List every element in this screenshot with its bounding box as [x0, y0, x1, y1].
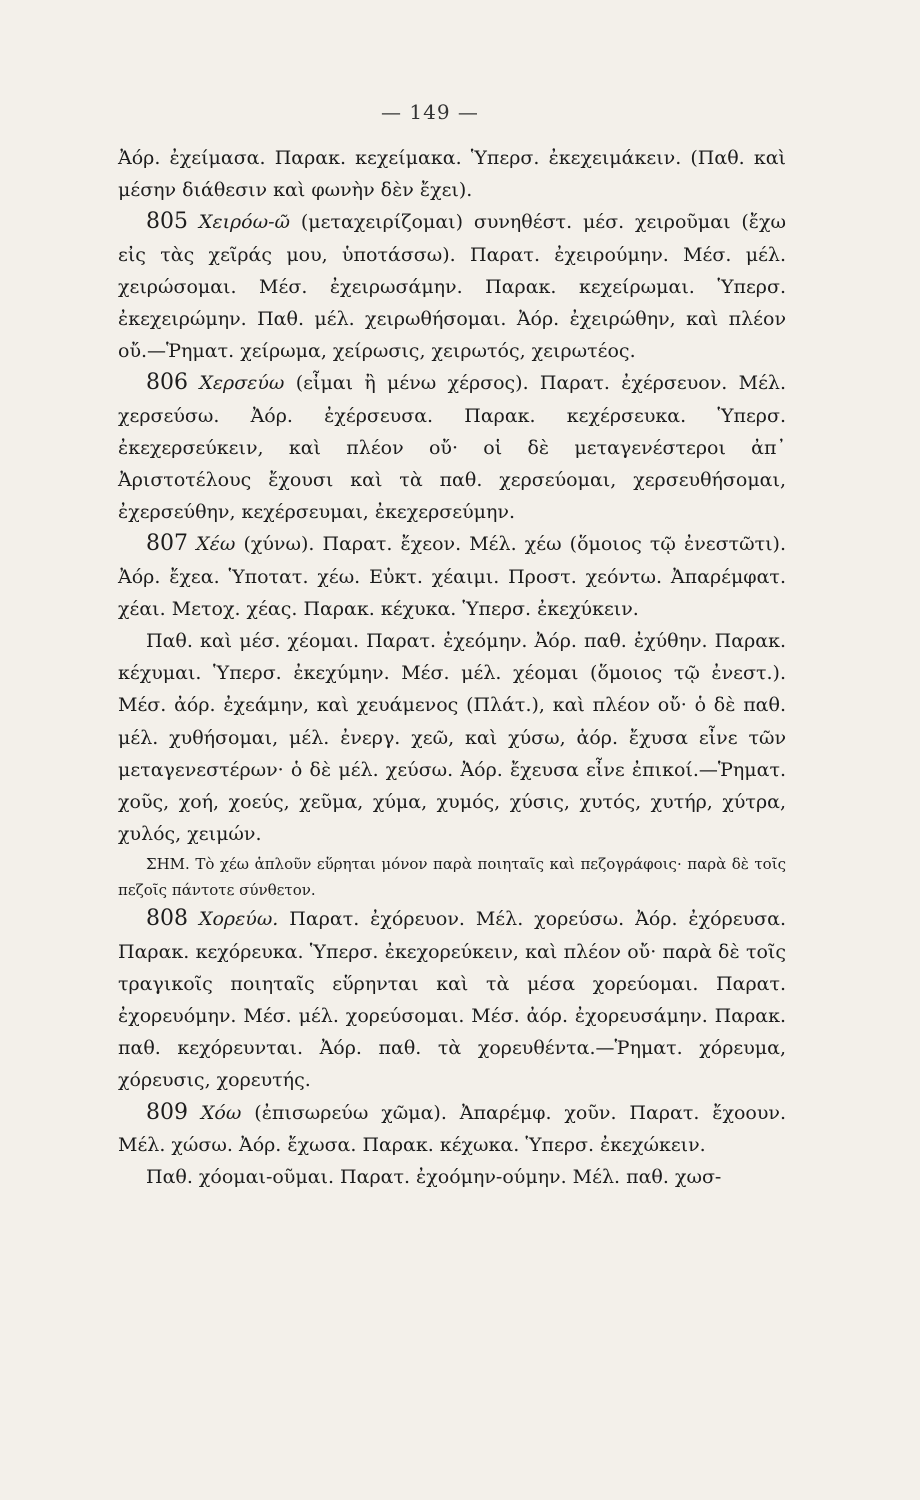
- entry-number: 807: [146, 531, 188, 557]
- entry-headword: Χέω: [196, 533, 236, 556]
- entry-number: 809: [146, 1099, 188, 1125]
- paragraph-text: (μεταχειρίζομαι) συνηθέστ. μέσ. χειροῦμαι (ἔχω εἰς τὰς χεῖράς μου, ὑποτάσσω). Παρατ. ἐχειρούμην. Μέσ. μέλ. χειρώσομαι. Μέσ. ἐχειρωσάμην. Παρακ. κεχείρωμαι. Ὑπερσ. ἐκεχειρώμην. Παθ. μέλ. χειρωθήσομαι. Ἀόρ. ἐχειρώθην, καὶ πλέον οὔ.—Ῥηματ. χείρωμα, χείρωσις, χειρωτός, χειρωτέος.: [118, 211, 787, 363]
- paragraph-text: ΣΗΜ. Τὸ χέω ἁπλοῦν εὕρηται μόνον παρὰ ποιηταῖς καὶ πεζογράφοις· παρὰ δὲ τοῖς πεζοῖς πάντοτε σύνθετον.: [118, 855, 786, 900]
- page-number: — 149 —: [381, 100, 479, 124]
- entry-number: 808: [146, 906, 188, 932]
- paragraph-text: Παθ. χόομαι-οῦμαι. Παρατ. ἐχοόμην-ούμην. Μέλ. παθ. χωσ-: [146, 1166, 722, 1189]
- paragraph-text: (χύνω). Παρατ. ἔχεον. Μέλ. χέω (ὅμοιος τῷ ἐνεστῶτι). Ἀόρ. ἔχεα. Ὑποτατ. χέω. Εὐκτ. χέαιμι. Προστ. χεόντω. Ἀπαρέμφατ. χέαι. Μετοχ. χέας. Παρακ. κέχυκα. Ὑπερσ. ἐκεχύκειν.: [118, 533, 786, 620]
- entry-807: [118, 528, 786, 625]
- paragraph-text: (εἶμαι ἢ μένω χέρσος). Παρατ. ἐχέρσευον. Μέλ. χερσεύσω. Ἀόρ. ἐχέρσευσα. Παρακ. κεχέρσευκα. Ὑπερσ. ἐκεχερσεύκειν, καὶ πλέον οὔ· οἱ δὲ μεταγενέστεροι ἀπ᾽ Ἀριστοτέλους ἔχουσι καὶ τὰ παθ. χερσεύομαι, χερσευθήσομαι, ἐχερσεύθην, κεχέρσευμαι, ἐκεχερσεύμην.: [118, 372, 786, 524]
- paragraph-text: Παθ. καὶ μέσ. χέομαι. Παρατ. ἐχεόμην. Ἀόρ. παθ. ἐχύθην. Παρακ. κέχυμαι. Ὑπερσ. ἐκεχύμην. Μέσ. μέλ. χέομαι (ὅμοιος τῷ ἐνεστ.). Μέσ. ἀόρ. ἐχεάμην, καὶ χευάμενος (Πλάτ.), καὶ πλέον οὔ· ὁ δὲ παθ. μέλ. χυθήσομαι, μέλ. ἐνεργ. χεῶ, καὶ χύσω, ἀόρ. ἔχυσα εἶνε τῶν μεταγενεστέρων· ὁ δὲ μέλ. χεύσω. Ἀόρ. ἔχευσα εἶνε ἐπικοί.—Ῥηματ. χοῦς, χοή, χοεύς, χεῦμα, χύμα, χυμός, χύσις, χυτός, χυτήρ, χύτρα, χυλός, χειμών.: [118, 630, 786, 846]
- entry-headword: Χόω: [200, 1101, 242, 1124]
- entry-number: 805: [146, 209, 188, 235]
- entry-805: [118, 206, 786, 367]
- paragraph-text: (ἐπισωρεύω χῶμα). Ἀπαρέμφ. χοῦν. Παρατ. ἔχοουν. Μέλ. χώσω. Ἀόρ. ἔχωσα. Παρακ. κέχωκα. Ὑπερσ. ἐκεχώκειν.: [118, 1101, 786, 1156]
- entry-808: [118, 903, 786, 1096]
- entry-number: 806: [146, 370, 188, 396]
- paragraph-text: Ἀόρ. ἐχείμασα. Παρακ. κεχείμακα. Ὑπερσ. ἐκεχειμάκειν. (Παθ. καὶ μέσην διάθεσιν καὶ φωνὴν δὲν ἔχει).: [118, 147, 786, 202]
- entry-809: [118, 1097, 786, 1161]
- entry-headword: Χερσεύω: [199, 372, 285, 395]
- note-paragraph: [118, 850, 786, 903]
- entry-807-passive: [118, 625, 786, 850]
- paragraph-0: [118, 142, 786, 206]
- entry-809-passive: [118, 1161, 786, 1193]
- entry-806: [118, 367, 786, 528]
- text-block: [118, 142, 786, 1193]
- entry-headword: Χειρόω-ῶ: [198, 211, 291, 234]
- paragraph-text: Παρατ. ἐχόρευον. Μέλ. χορεύσω. Ἀόρ. ἐχόρευσα. Παρακ. κεχόρευκα. Ὑπερσ. ἐκεχορεύκειν, καὶ πλέον οὔ· παρὰ δὲ τοῖς τραγικοῖς ποιηταῖς εὕρηνται καὶ τὰ μέσα χορεύομαι. Παρατ. ἐχορευόμην. Μέσ. μέλ. χορεύσομαι. Μέσ. ἀόρ. ἐχορευσάμην. Παρακ. παθ. κεχόρευνται. Ἀόρ. παθ. τὰ χορευθέντα.—Ῥηματ. χόρευμα, χόρευσις, χορευτής.: [118, 908, 786, 1092]
- entry-headword: Χορεύω.: [198, 908, 279, 931]
